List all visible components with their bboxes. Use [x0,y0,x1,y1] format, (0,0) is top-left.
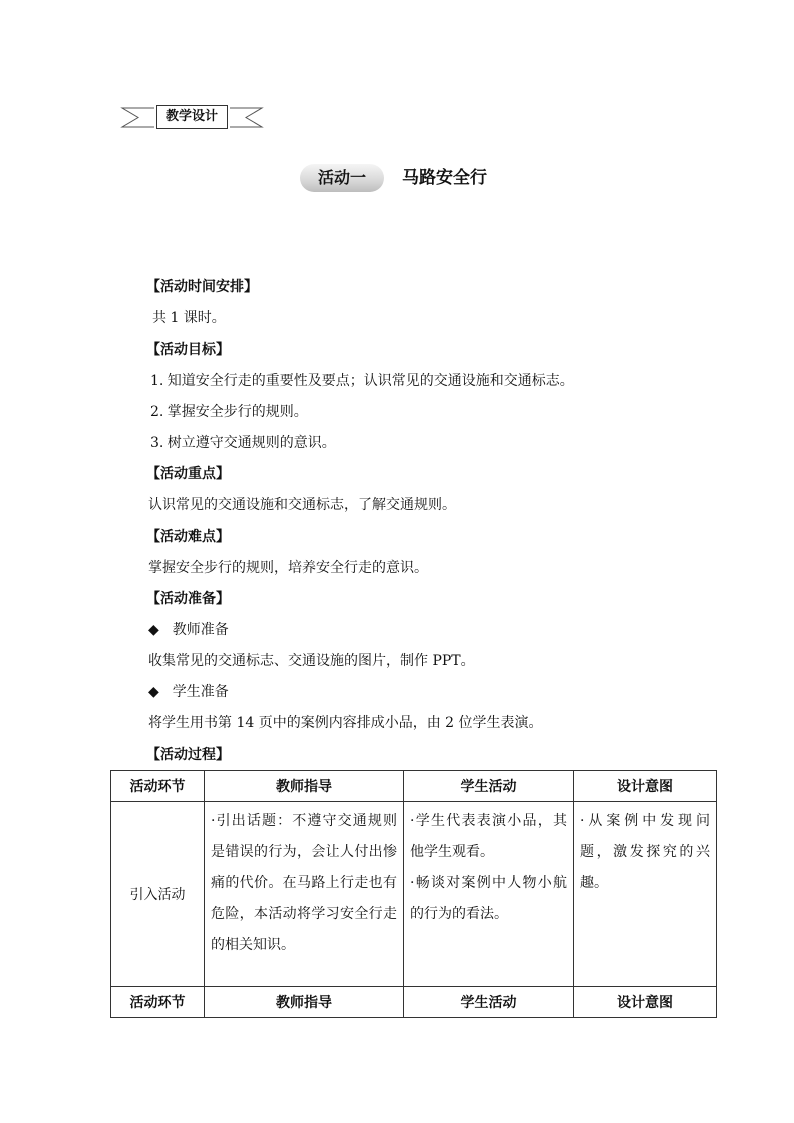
table-header-row [111,771,717,802]
goal-item: 1. 知道安全行走的重要性及要点；认识常见的交通设施和交通标志。 [150,373,574,389]
table-header-row-repeat [111,987,717,1018]
header-teacher: 教师指导 [205,987,404,1018]
student-activity-text: ·畅谈对案例中人物小航的行为的看法。 [410,875,567,922]
page-title: 马路安全行 [402,168,487,188]
design-intent-text: ·从案例中发现问题，激发探究的兴趣。 [580,813,710,891]
cell-intent [574,802,717,987]
schedule-text: 共 1 课时。 [152,310,226,326]
title-pill-label: 活动一 [317,168,366,187]
process-heading: 【活动过程】 [146,747,230,763]
section-banner [120,104,264,131]
difficulty-heading: 【活动难点】 [146,529,230,545]
goal-item: 2. 掌握安全步行的规则。 [150,404,308,420]
header-student: 学生活动 [404,987,574,1018]
table-row [111,802,717,987]
goal-item: 3. 树立遵守交通规则的意识。 [150,435,336,451]
teacher-prep-text: 收集常见的交通标志、交通设施的图片，制作 PPT。 [148,653,475,669]
header-teacher: 教师指导 [205,771,404,802]
activity-process-table [110,770,717,1018]
teacher-guidance-text: ·引出话题：不遵守交通规则是错误的行为，会让人付出惨痛的代价。在马路上行走也有危险，本活动将学习安全行走的相关知识。 [211,813,397,953]
student-activity-text: ·学生代表表演小品，其他学生观看。 [410,813,567,860]
header-intent: 设计意图 [574,987,717,1018]
difficulty-text: 掌握安全步行的规则，培养安全行走的意识。 [148,560,428,576]
activity-title [300,162,560,194]
cell-teacher [205,802,404,987]
banner-label: 教学设计 [165,109,218,124]
goals-heading: 【活动目标】 [146,342,230,358]
header-student: 学生活动 [404,771,574,802]
student-prep-text: 将学生用书第 14 页中的案例内容排成小品，由 2 位学生表演。 [148,715,543,731]
prep-heading: 【活动准备】 [146,591,230,607]
student-prep-label: ◆ 学生准备 [148,684,229,700]
header-stage: 活动环节 [111,771,205,802]
cell-student [404,802,574,987]
header-intent: 设计意图 [574,771,717,802]
teacher-prep-label: ◆ 教师准备 [148,622,229,638]
focus-heading: 【活动重点】 [146,466,230,482]
cell-stage: 引入活动 [111,802,205,987]
schedule-heading: 【活动时间安排】 [146,279,258,295]
header-stage: 活动环节 [111,987,205,1018]
focus-text: 认识常见的交通设施和交通标志，了解交通规则。 [148,497,456,513]
